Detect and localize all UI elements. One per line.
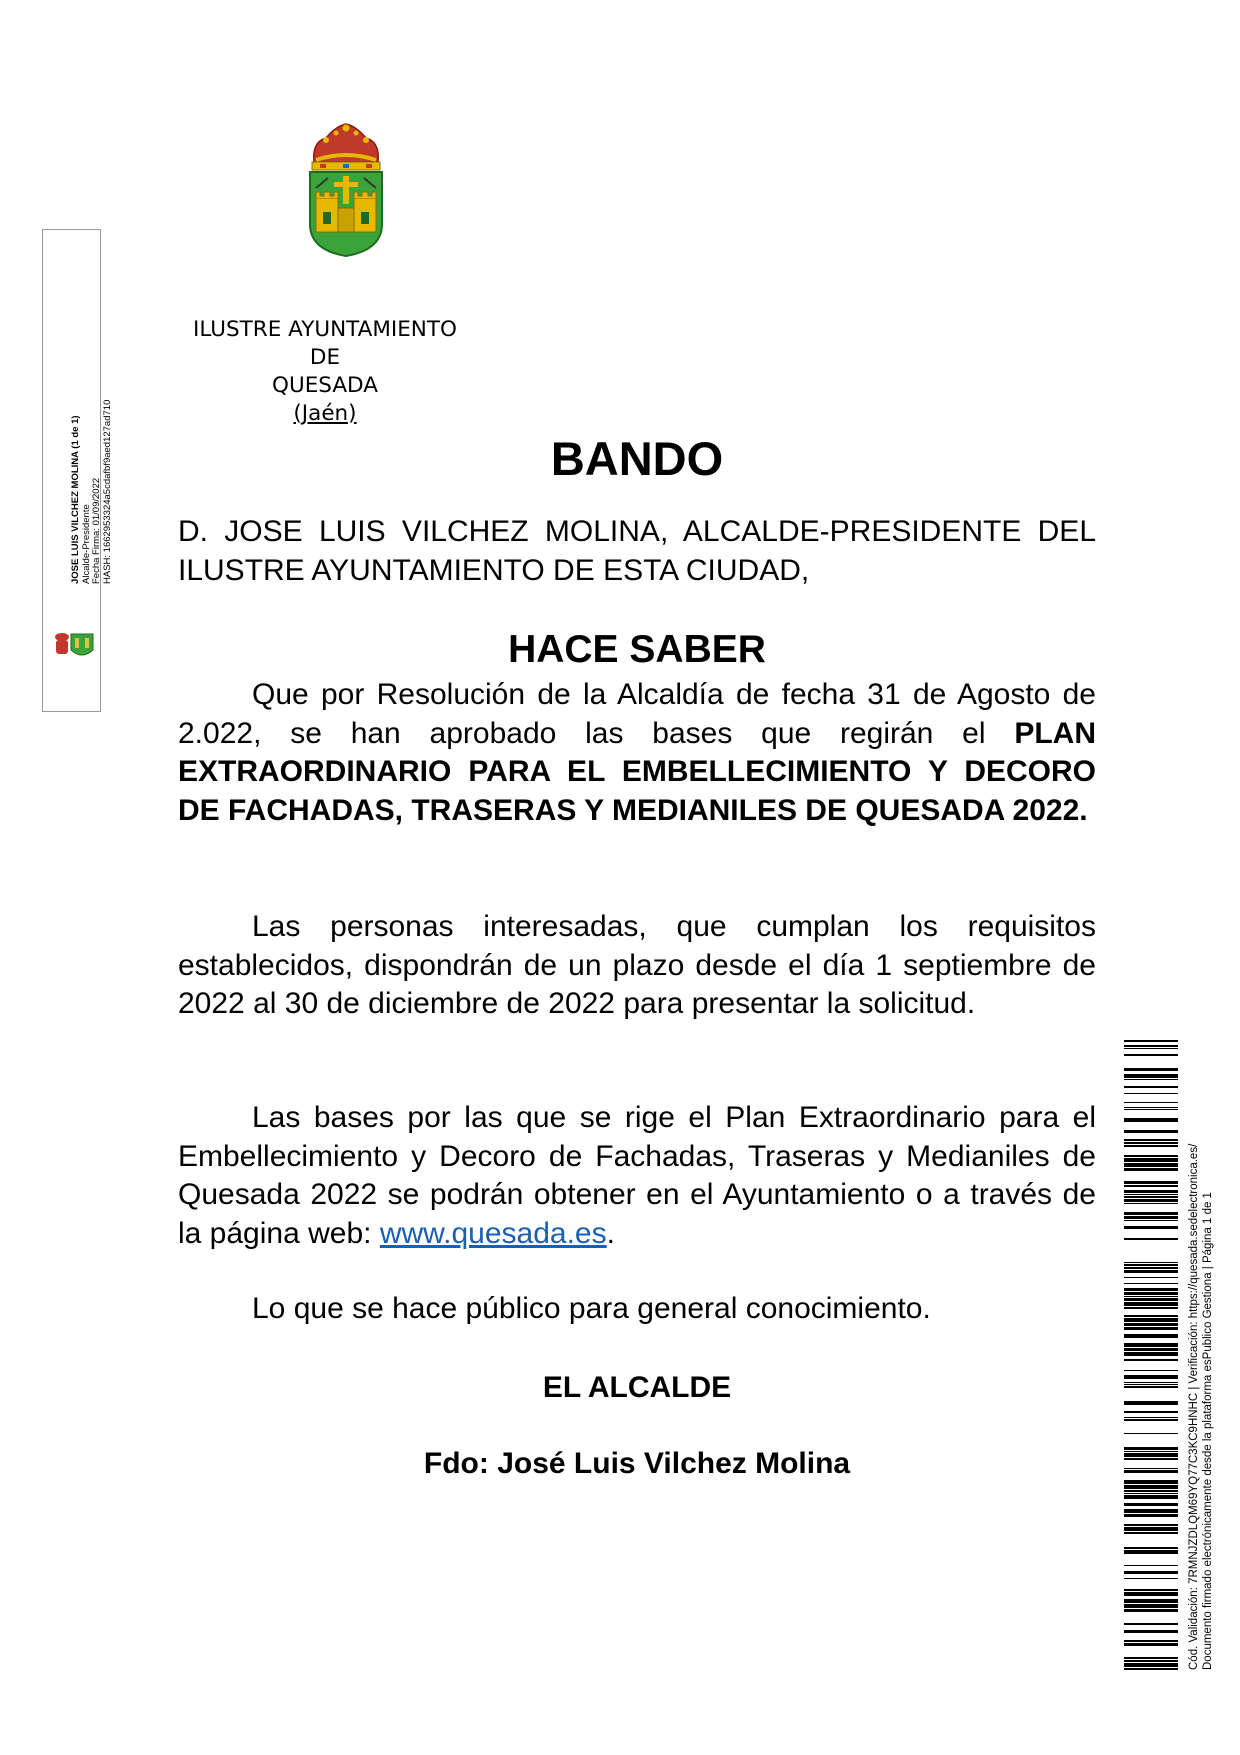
signature-hash: HASH: 1662953324a5cdafbf9aed127ad710 [101, 399, 113, 584]
verification-line-1: Cód. Validación: 7RMNJZDLQM69YQ77C3KC9HNHC | Verificación: https://quesada.sedelectronica.es/ [1188, 1143, 1200, 1670]
bases-text: Las bases por las que se rige el Plan Extraordinario para el Embellecimiento y Decoro de Fachadas, Traseras y Medianiles de Quesada 2022 se podrán obtener en el Ayuntamiento o a través de la página web: [178, 1101, 1096, 1250]
closing-paragraph: Lo que se hace público para general conocimiento. [252, 1292, 931, 1325]
signoff-name: Fdo: José Luis Vilchez Molina [423, 1447, 851, 1480]
signature-stamp-text [71, 400, 113, 584]
coat-of-arms-logo [306, 120, 386, 258]
signature-date: Fecha Firma: 01/09/2022 [91, 477, 102, 584]
plan-name: PLAN EXTRAORDINARIO PARA EL EMBELLECIMIENTO Y DECORO DE FACHADAS, TRASERAS Y MEDIANILES DE QUESADA 2022. [178, 716, 1096, 827]
institution-line-1: ILUSTRE AYUNTAMIENTO [193, 317, 457, 342]
deadline-paragraph: Las personas interesadas, que cumplan los requisitos establecidos, dispondrán de un plazo desde el día 1 septiembre de 2022 al 30 de diciembre de 2022 para presentar la solicitud. [178, 910, 1096, 1020]
signoff-title: EL ALCALDE [542, 1371, 732, 1404]
bases-end: . [606, 1216, 615, 1250]
website-link[interactable]: www.quesada.es [379, 1216, 607, 1250]
verification-text [1187, 1144, 1215, 1670]
small-seal-icon [51, 630, 96, 660]
institution-line-4: (Jaén) [293, 401, 357, 426]
subtitle-hace-saber: HACE SABER [508, 628, 766, 671]
institution-header [170, 316, 480, 428]
verification-line-2: Documento firmado electrónicamente desde la plataforma esPublico Gestiona | Página 1 de 1 [1202, 1192, 1214, 1670]
signer-name: JOSE LUIS VILCHEZ MOLINA (1 de 1) [70, 415, 81, 584]
intro-paragraph: D. JOSE LUIS VILCHEZ MOLINA, ALCALDE-PRESIDENTE DEL ILUSTRE AYUNTAMIENTO DE ESTA CIUDAD, [178, 515, 1096, 587]
institution-line-3: QUESADA [272, 373, 378, 398]
institution-line-2: DE [309, 345, 341, 370]
signer-role: Alcalde-Presidente [80, 504, 92, 584]
bases-paragraph [178, 1099, 1096, 1253]
resolution-text: Que por Resolución de la Alcaldía de fecha 31 de Agosto de 2.022, se han aprobado las bases que regirán el [178, 678, 1096, 750]
document-title: BANDO [550, 432, 724, 485]
resolution-paragraph [178, 676, 1096, 830]
barcode-icon [1124, 1040, 1178, 1670]
